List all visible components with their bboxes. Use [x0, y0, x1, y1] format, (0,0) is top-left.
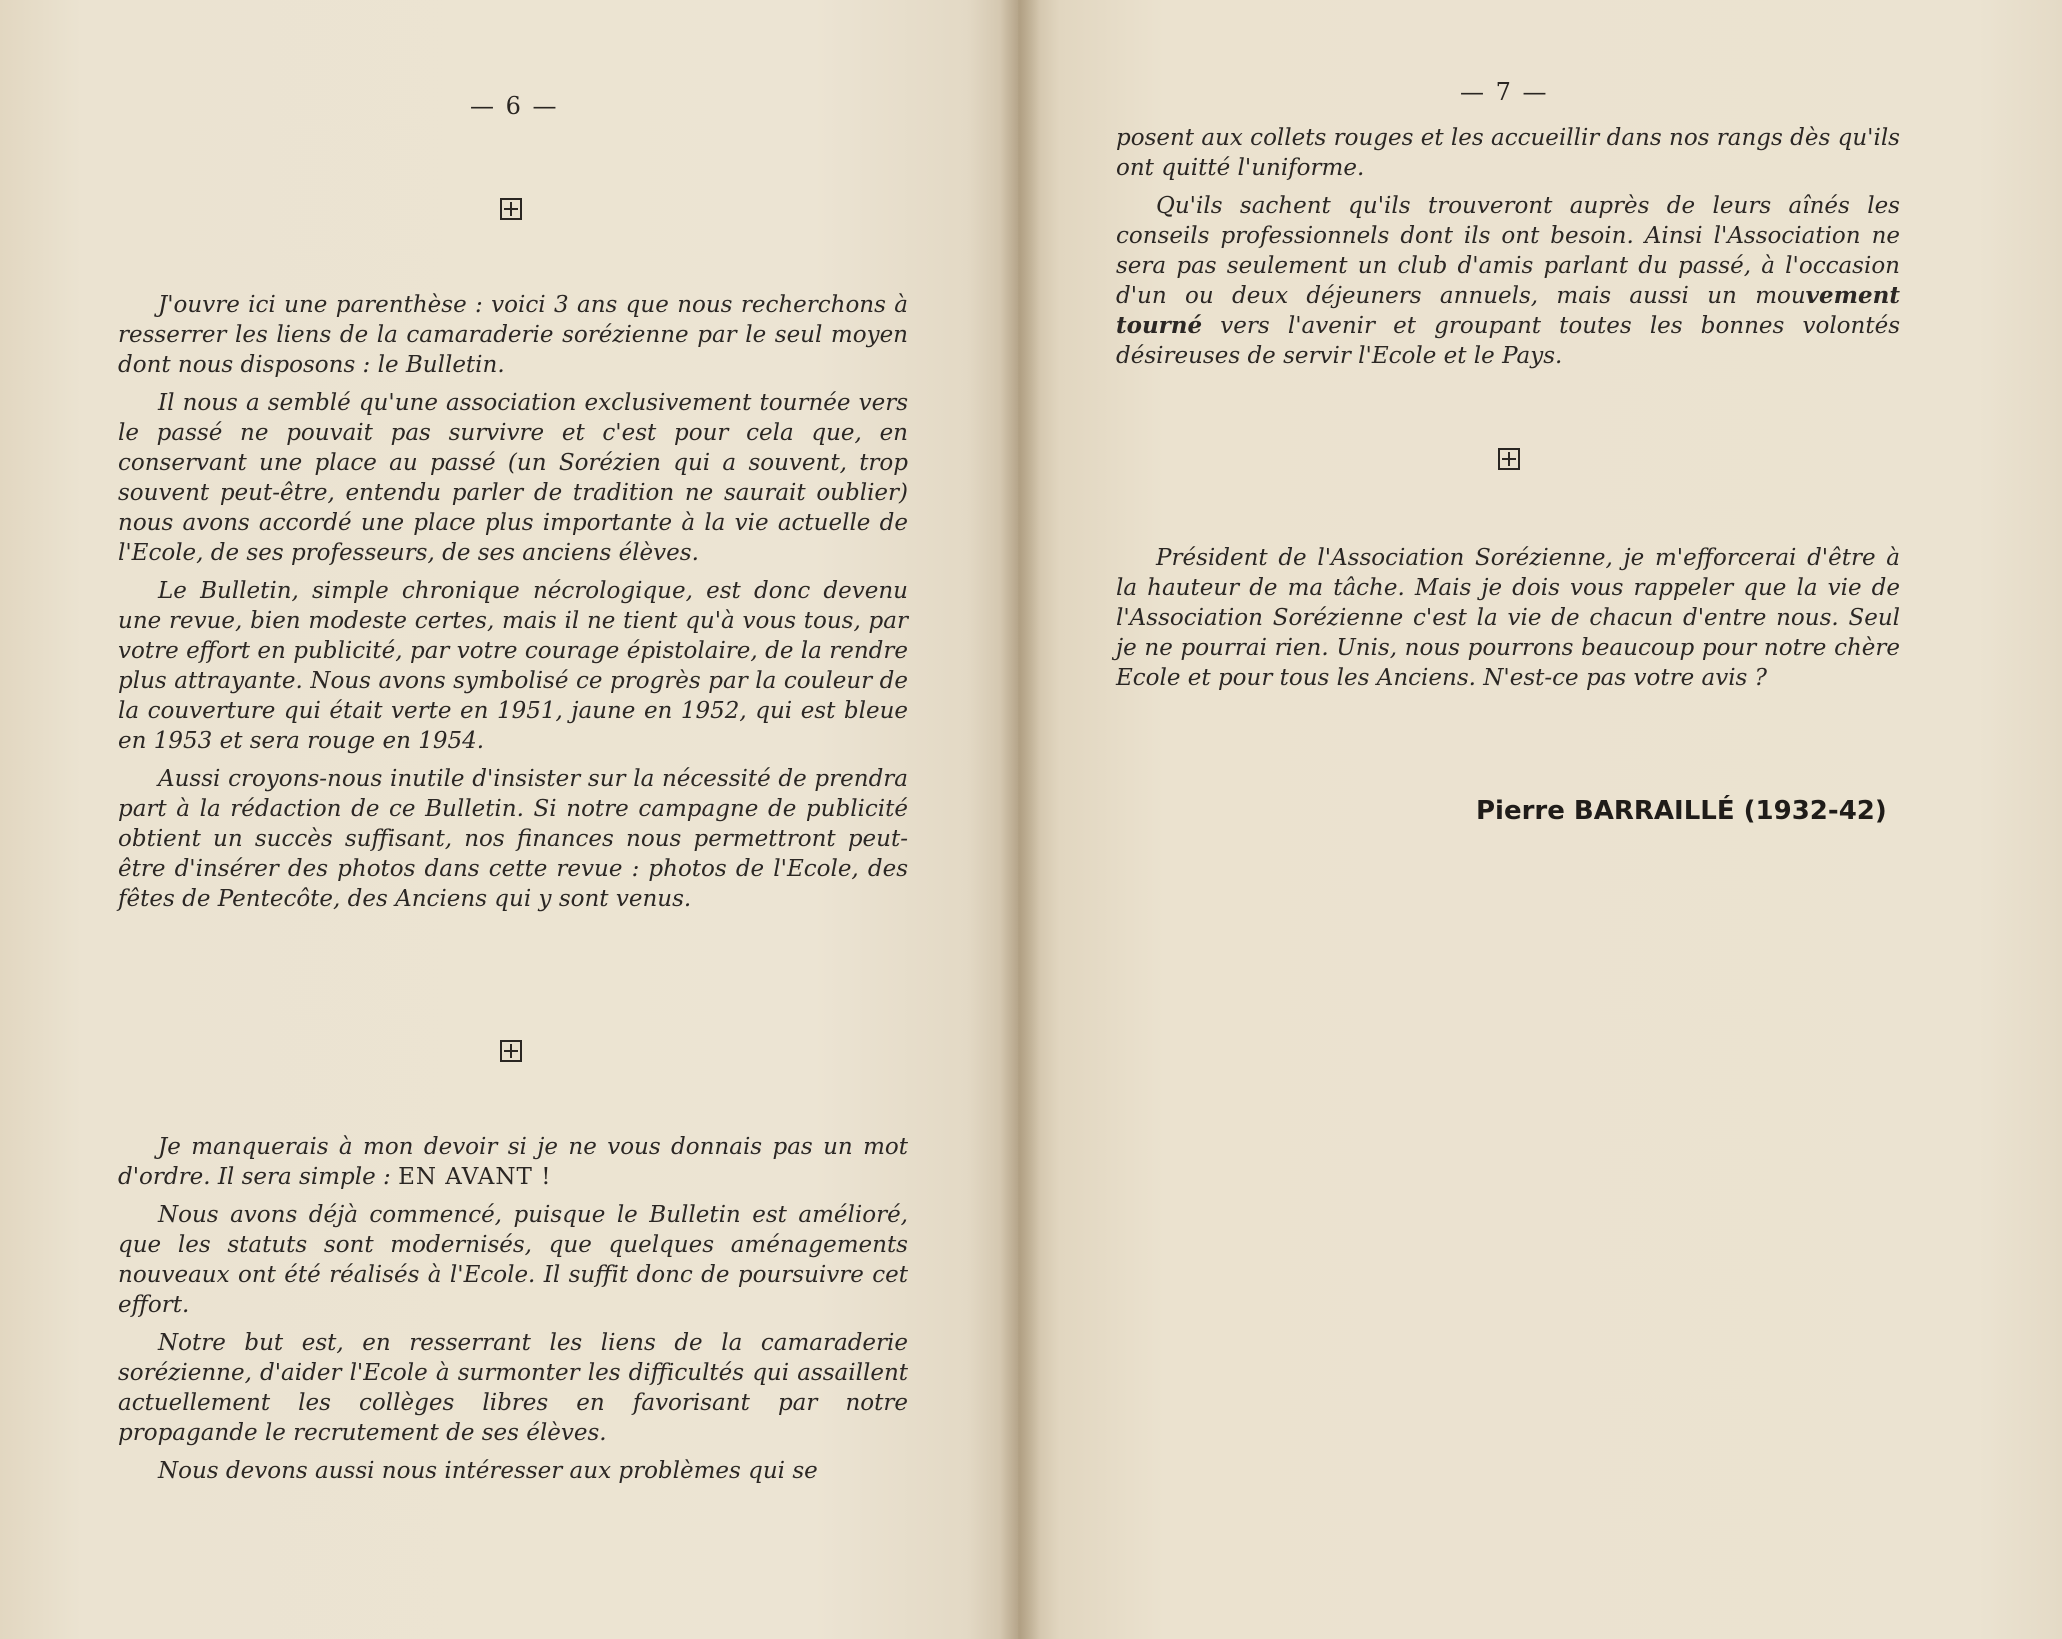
section-ornament-icon	[500, 198, 522, 220]
paragraph: Le Bulletin, simple chronique nécrologique, est donc devenu une revue, bien modeste certes, mais il ne tient qu'à vous tous, par votre effort en publicité, par votre courage épistolaire, de la rendre plus attrayante. Nous avons symbolisé ce progrès par la couleur de la couverture qui était verte en 1951, jaune en 1952, qui est bleue en 1953 et sera rouge en 1954.	[118, 578, 908, 754]
paragraph: Aussi croyons-nous inutile d'insister sur la nécessité de prendra part à la rédaction de ce Bulletin. Si notre campagne de publicité obtient un succès suffisant, nos finances nous permettront peut-être d'insérer des photos dans cette revue : photos de l'Ecole, des fêtes de Pentecôte, des Anciens qui y sont venus.	[118, 766, 908, 912]
paragraph: Il nous a semblé qu'une association exclusivement tournée vers le passé ne pouvait pas survivre et c'est pour cela que, en conservant une place au passé (un Sorézien qui a souvent, trop souvent peut-être, entendu parler de tradition ne saurait oublier) nous avons accordé une place plus importante à la vie actuelle de l'Ecole, de ses professeurs, de ses anciens élèves.	[118, 390, 908, 566]
right-text-block-1	[1116, 123, 1900, 379]
page-number-7: — 7 —	[1460, 78, 1549, 106]
paragraph: J'ouvre ici une parenthèse : voici 3 ans que nous recherchons à resserrer les liens de la camaraderie sorézienne par le seul moyen dont nous disposons : le Bulletin.	[118, 292, 908, 378]
right-text-block-2	[1116, 543, 1900, 701]
paragraph-text: Qu'ils sachent qu'ils trouveront auprès de leurs aînés les conseils professionnels dont ils ont besoin. Ainsi l'Association ne sera pas seulement un club d'amis parlant du passé, à l'occasion d'un ou deux déjeuners annuels, mais aussi un mou	[1116, 193, 1900, 309]
paragraph	[118, 1132, 908, 1192]
paragraph: Président de l'Association Sorézienne, je m'efforcerai d'être à la hauteur de ma tâche. Mais je dois vous rappeler que la vie de l'Association Sorézienne c'est la vie de chacun d'entre nous. Seul je ne pourrai rien. Unis, nous pourrons beaucoup pour notre chère Ecole et pour tous les Anciens. N'est-ce pas votre avis ?	[1116, 545, 1900, 691]
paragraph: Notre but est, en resserrant les liens de la camaraderie sorézienne, d'aider l'Ecole à surmonter les difficultés qui assaillent actuellement les collèges libres en favorisant par notre propagande le recrutement de ses élèves.	[118, 1330, 908, 1446]
book-gutter	[1000, 0, 1040, 1639]
section-ornament-icon	[1498, 448, 1520, 470]
paragraph-text: vers l'avenir et groupant toutes les bonnes volontés désireuses de servir l'Ecole et le Pays.	[1116, 313, 1900, 369]
paragraph: Nous devons aussi nous intéresser aux problèmes qui se	[158, 1458, 818, 1484]
paragraph-text: Je manquerais à mon devoir si je ne vous donnais pas un mot d'ordre. Il sera simple :	[118, 1134, 908, 1190]
left-page	[0, 0, 1018, 1639]
paragraph-bold-text: vement tourné	[1116, 282, 1900, 339]
left-text-block-2	[118, 1132, 908, 1494]
page-number-6: — 6 —	[470, 92, 559, 120]
motto: EN AVANT !	[398, 1164, 552, 1190]
signature: Pierre BARRAILLÉ (1932-42)	[1476, 796, 1887, 826]
left-text-block-1	[118, 290, 908, 922]
paragraph	[1116, 191, 1900, 371]
paragraph: posent aux collets rouges et les accueillir dans nos rangs dès qu'ils ont quitté l'uniforme.	[1116, 125, 1900, 181]
paragraph: Nous avons déjà commencé, puisque le Bulletin est amélioré, que les statuts sont modernisés, que quelques aménagements nouveaux ont été réalisés à l'Ecole. Il suffit donc de poursuivre cet effort.	[118, 1202, 908, 1318]
section-ornament-icon	[500, 1040, 522, 1062]
